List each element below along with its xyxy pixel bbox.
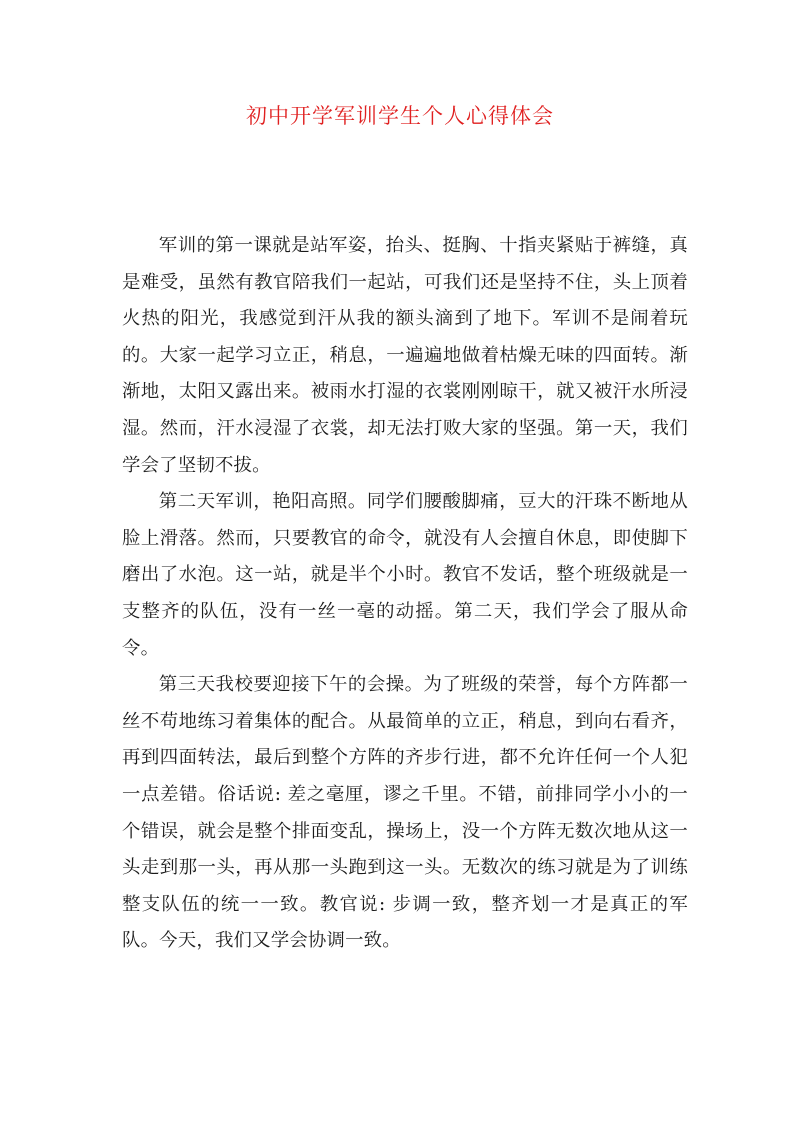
document-title: 初中开学军训学生个人心得体会 (246, 104, 554, 128)
paragraph-1: 军训的第一课就是站军姿，抬头、挺胸、十指夹紧贴于裤缝，真是难受，虽然有教官陪我们一起站，可我们还是坚持不住，头上顶着火热的阳光，我感觉到汗从我的额头滴到了地下。军训不是闹着玩的。大家一起学习立正，稍息，一遍遍地做着枯燥无味的四面转。渐渐地，太阳又露出来。被雨水打湿的衣裳刚刚晾干，就又被汗水所浸湿。然而，汗水浸湿了衣裳，却无法打败大家的坚强。第一天，我们学会了坚韧不拔。 (122, 235, 688, 476)
paragraph-3: 第三天我校要迎接下午的会操。为了班级的荣誉，每个方阵都一丝不苟地练习着集体的配合。从最简单的立正，稍息，到向右看齐，再到四面转法，最后到整个方阵的齐步行进，都不允许任何一个人犯一点差错。俗话说: 差之毫厘，谬之千里。不错，前排同学小小的一个错误，就会是整个排面变乱，操场上，没一个方阵无数次地从这一头走到那一头，再从那一头跑到这一头。无数次的练习就是为了训练整支队伍的统一一致。教官说: 步调一致，整齐划一才是真正的军队。今天，我们又学会协调一致。 (122, 674, 688, 952)
document-body (122, 228, 688, 960)
paragraph-2: 第二天军训，艳阳高照。同学们腰酸脚痛，豆大的汗珠不断地从脸上滑落。然而，只要教官的命令，就没有人会擅自休息，即使脚下磨出了水泡。这一站，就是半个小时。教官不发话，整个班级就是一支整齐的队伍，没有一丝一毫的动摇。第二天，我们学会了服从命令。 (122, 491, 688, 659)
